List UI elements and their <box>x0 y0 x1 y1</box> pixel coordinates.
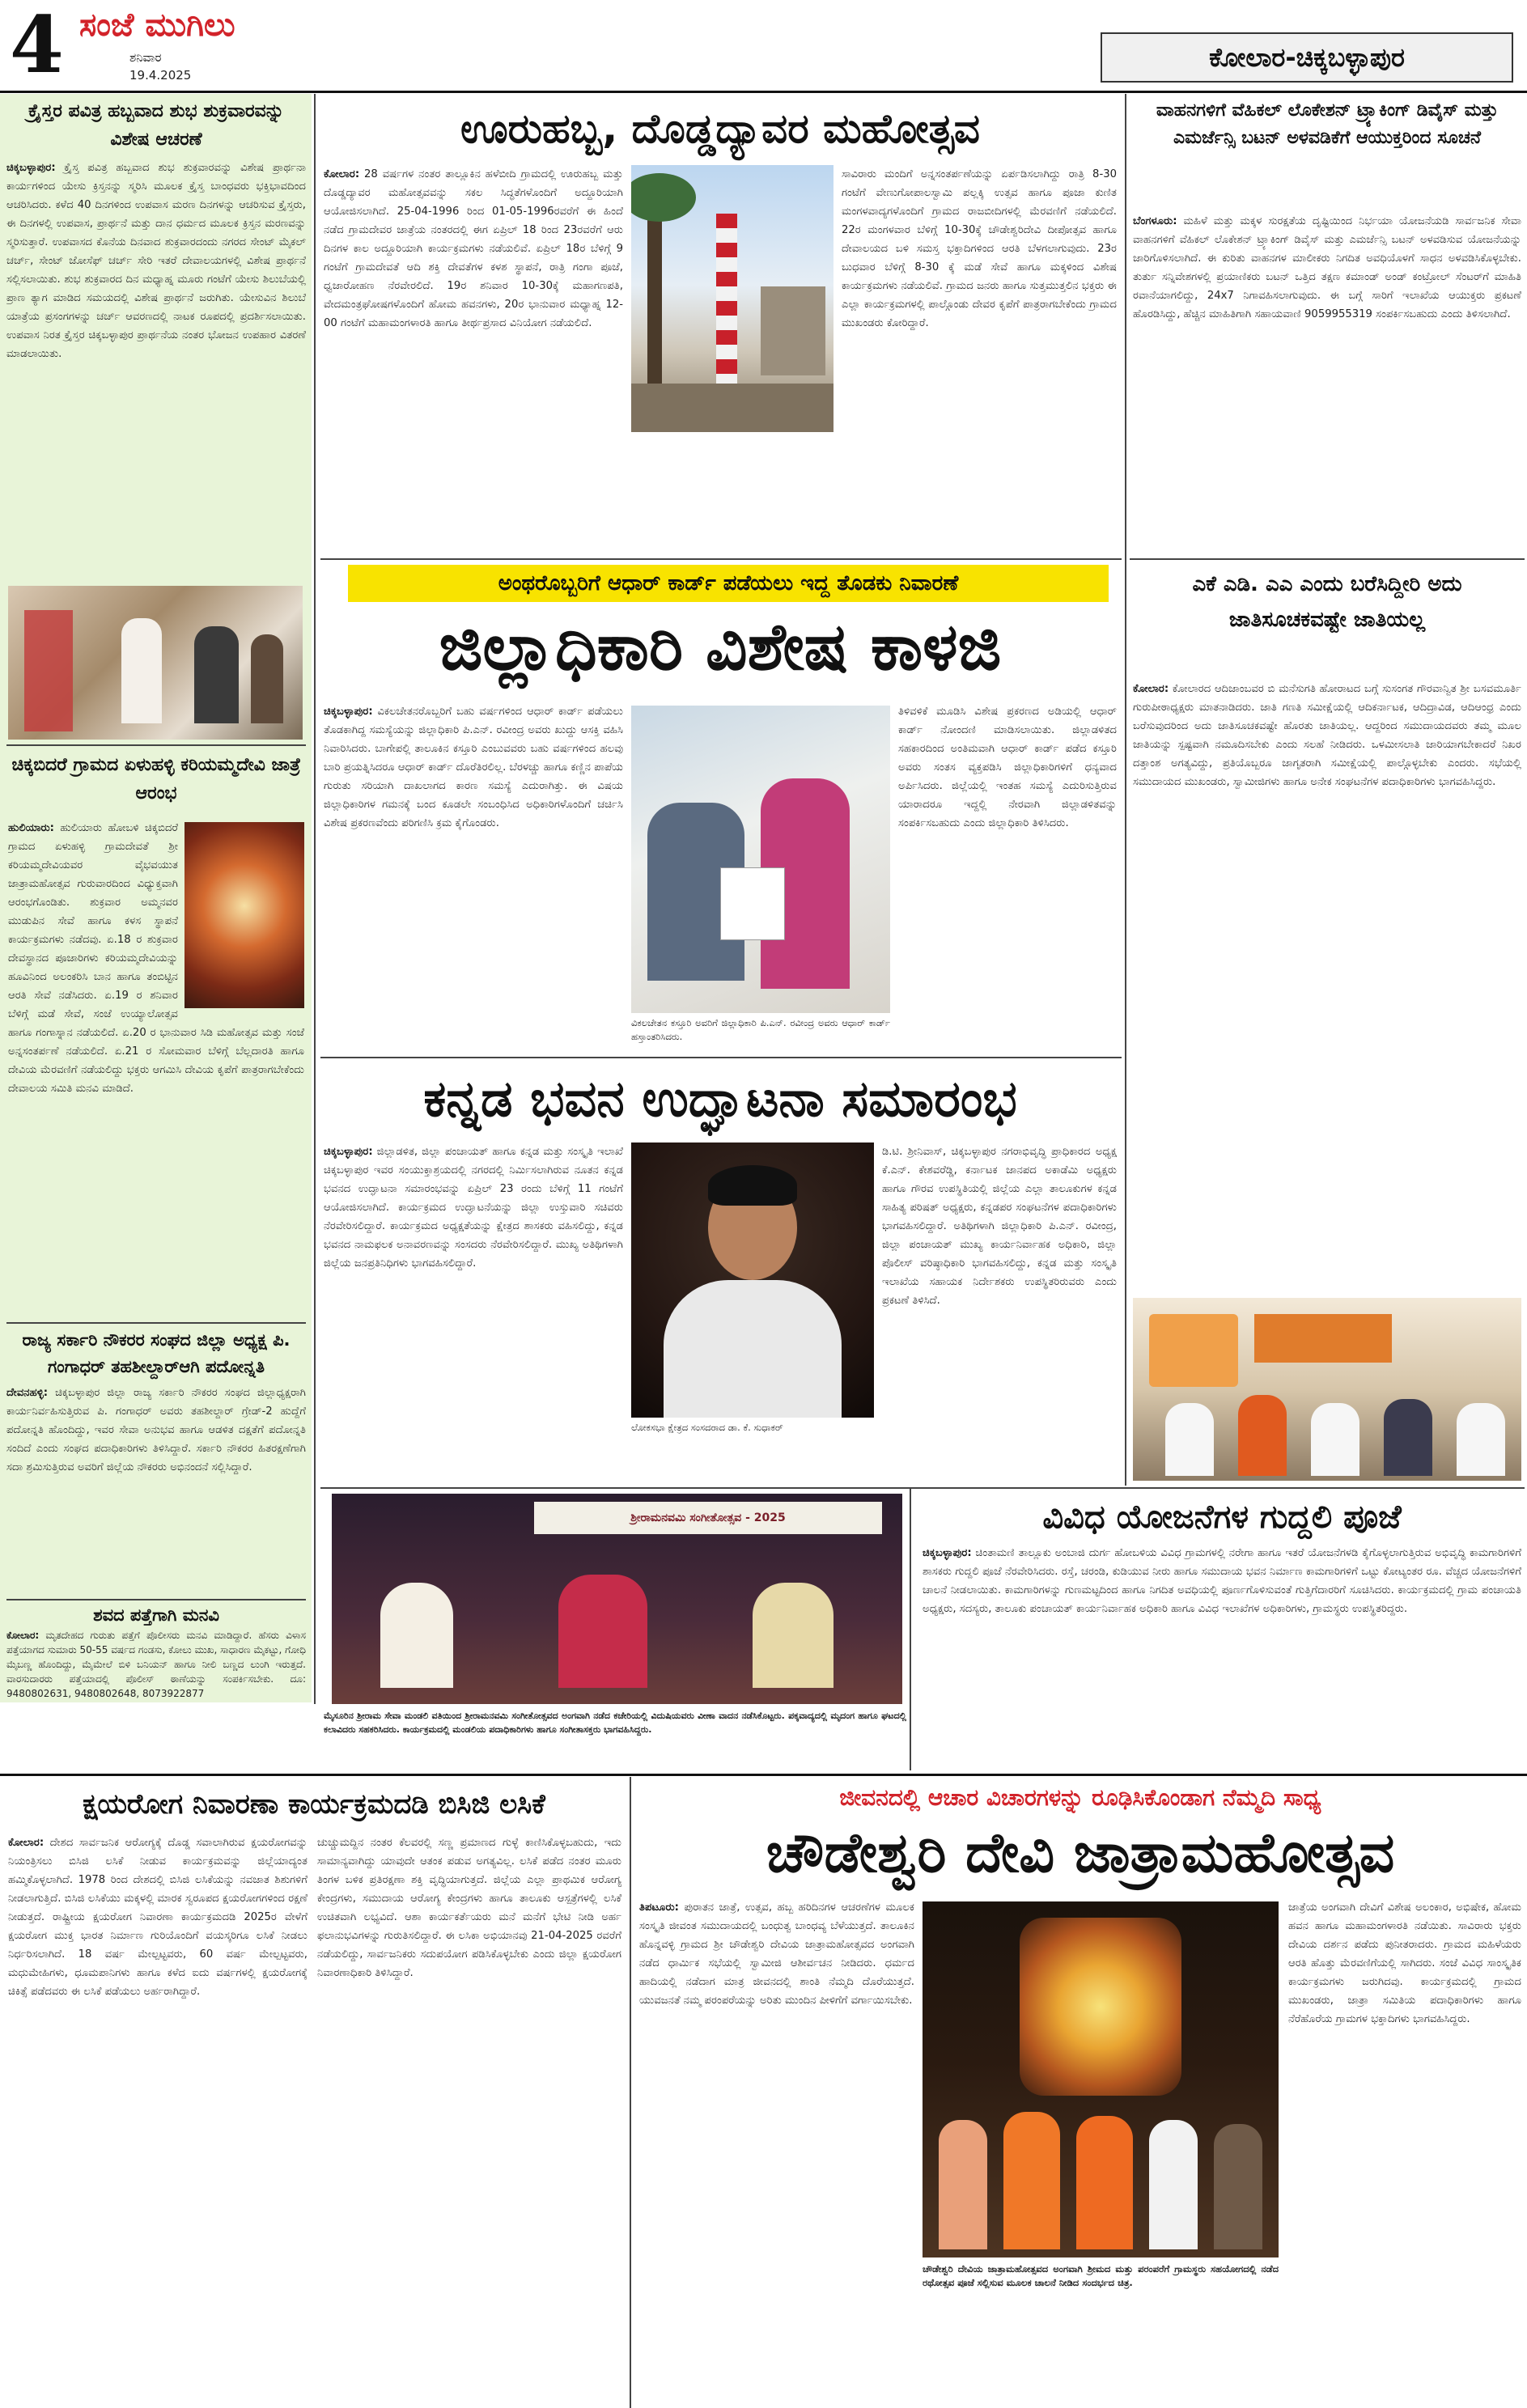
article-body <box>8 819 304 1319</box>
collector-caption: ವಿಕಲಚೇತನ ಕಸ್ತೂರಿ ಅವರಿಗೆ ಜಿಲ್ಲಾಧಿಕಾರಿ ಪಿ.ಎನ್. ರವೀಂದ್ರ ಅವರು ಆಧಾರ್ ಕಾರ್ಡ್ ಹಸ್ತಾಂತರಿಸಿದರು. <box>631 1017 890 1042</box>
paper-name: ಸಂಜೆ ಮುಗಿಲು <box>79 6 235 44</box>
dateline: ಬೆಂಗಳೂರು: <box>1133 215 1177 227</box>
article-body <box>6 1384 306 1537</box>
section-divider <box>0 1774 1527 1776</box>
masthead-rule <box>0 91 1527 93</box>
yojane-headline: ವಿವಿಧ ಯೋಜನೆಗಳ ಗುದ್ದಲಿ ಪೂಜೆ <box>1042 1499 1402 1536</box>
tb-headline: ಕ್ಷಯರೋಗ ನಿವಾರಣಾ ಕಾರ್ಯಕ್ರಮದಡಿ ಬಿಸಿಜಿ ಲಸಿಕೆ <box>83 1788 545 1821</box>
divider <box>6 1599 306 1600</box>
section-label: ಕೋಲಾರ-ಚಿಕ್ಕಬಳ್ಳಾಪುರ <box>1101 32 1513 83</box>
caste-headline: ಎಕೆ ಎಡಿ. ಎಎ ಎಂದು ಬರೆಸಿದ್ದೀರಿ ಅದು ಜಾತಿಸೂಚಕವಷ್ಟೇ ಜಾತಿಯಲ್ಲ <box>1192 572 1462 632</box>
concert-caption: ಮೈಸೂರಿನ ಶ್ರೀರಾಮ ಸೇವಾ ಮಂಡಲಿ ವತಿಯಿಂದ ಶ್ರೀರಾಮನವಮಿ ಸಂಗೀತೋತ್ಸವದ ಅಂಗವಾಗಿ ನಡೆದ ಕಚೇರಿಯಲ್ಲಿ ವಿದುಷಿಯವರು ವೀಣಾ ವಾದನ ನಡೆಸಿಕೊಟ್ಟರು. ಪಕ್ಕವಾದ್ಯದಲ್ಲಿ ಮೃದಂಗ ಹಾಗೂ ಘಟದಲ್ಲಿ ಕಲಾವಿದರು ಸಹಕರಿಸಿದರು. ಕಾರ್ಯಕ್ರಮದಲ್ಲಿ ಮಂಡಲಿಯ ಪದಾಧಿಕಾರಿಗಳು ಹಾಗೂ ಸಂಗೀತಾಸಕ್ತರು ಭಾಗವಹಿಸಿದ್ದರು. <box>324 1711 906 1735</box>
dateline: ತಿಪಟೂರು: <box>639 1901 679 1914</box>
sidebar-story-christian <box>6 97 306 583</box>
column-rule <box>630 1777 631 2408</box>
kannada-bhavana-headline: ಕನ್ನಡ ಭವನ ಉದ್ಘಾಟನಾ ಸಮಾರಂಭ <box>423 1069 1017 1128</box>
collector-col2 <box>898 702 1117 1050</box>
body-text: ಜಾತ್ರೆಯ ಅಂಗವಾಗಿ ದೇವಿಗೆ ವಿಶೇಷ ಅಲಂಕಾರ, ಅಭಿಷೇಕ, ಹೋಮ ಹವನ ಹಾಗೂ ಮಹಾಮಂಗಳಾರತಿ ನಡೆಯಿತು. ಸಾವಿರಾರು ಭಕ್ತರು ದೇವಿಯ ದರ್ಶನ ಪಡೆದು ಪುನೀತರಾದರು. ಗ್ರಾಮದ ಮಹಿಳೆಯರು ಆರತಿ ಹೊತ್ತು ಮೆರವಣಿಗೆಯಲ್ಲಿ ಸಾಗಿದರು. ಸಂಜೆ ವಿವಿಧ ಸಾಂಸ್ಕೃತಿಕ ಕಾರ್ಯಕ್ರಮಗಳು ಜರುಗಿದವು. ಕಾರ್ಯಕ್ರಮದಲ್ಲಿ ಗ್ರಾಮದ ಮುಖಂಡರು, ಜಾತ್ರಾ ಸಮಿತಿಯ ಪದಾಧಿಕಾರಿಗಳು ಹಾಗೂ ನೆರೆಹೊರೆಯ ಗ್ರಾಮಗಳ ಭಕ್ತಾದಿಗಳು ಭಾಗವಹಿಸಿದ್ದರು. <box>1288 1901 1521 2025</box>
concert-banner: ಶ್ರೀರಾಮನವಮಿ ಸಂಗೀತೋತ್ಸವ - 2025 <box>534 1502 882 1534</box>
body-text: ಕ್ರೈಸ್ತ ಪವಿತ್ರ ಹಬ್ಬವಾದ ಶುಭ ಶುಕ್ರವಾರವನ್ನು ವಿಶೇಷ ಪ್ರಾರ್ಥನಾ ಕಾರ್ಯಗಳಿಂದ ಯೇಸು ಕ್ರಿಸ್ತನನ್ನು ಸ್ಮರಿಸಿ ಮೂಲಕ ಕ್ರೈಸ್ತ ಬಾಂಧವರು ಭಕ್ತಿಭಾವದಿಂದ ಆಚರಿಸಿದರು. ಕಳೆದ 40 ದಿನಗಳಿಂದ ಉಪವಾಸ ಮರಣ ದಿನಗಳನ್ನು ಆಚರಿಸುವ ಕ್ರೈಸ್ತರು, ಈ ದಿನಗಳಲ್ಲಿ ಉಪವಾಸ, ಪ್ರಾರ್ಥನೆ ಮತ್ತು ದಾನ ಧರ್ಮದ ಮೂಲಕ ಕ್ರಿಸ್ತನ ಮರಣವನ್ನು ಸ್ಮರಿಸುತ್ತಾರೆ. ಉಪವಾಸದ ಕೊನೆಯ ದಿನವಾದ ಶುಕ್ರವಾರದಂದು ನಗರದ ಸೇಂಟ್ ಮೈಕಲ್ ಚರ್ಚ್, ಸೇಂಟ್ ಜೋಸೆಫ್ ಚರ್ಚ್ ಸೇರಿ ಇತರೆ ದೇವಾಲಯಗಳಲ್ಲಿ ವಿಶೇಷ ಪ್ರಾರ್ಥನೆ ಸಲ್ಲಿಸಲಾಯಿತು. ಶುಭ ಶುಕ್ರವಾರದ ದಿನ ಮಧ್ಯಾಹ್ನ ಮೂರು ಗಂಟೆಗೆ ಯೇಸು ಶಿಲುಬೆಯಲ್ಲಿ ಪ್ರಾಣ ತ್ಯಾಗ ಮಾಡಿದ ಸಮಯದಲ್ಲಿ ವಿಶೇಷ ಪ್ರಾರ್ಥನೆ ಜರುಗಿತು. ಯೇಸುವಿನ ಶಿಲುಬೆ ಯಾತ್ರೆಯ ಪ್ರಸಂಗಗಳನ್ನು ಚರ್ಚ್ ಆವರಣದಲ್ಲಿ ನಾಟಕ ರೂಪದಲ್ಲಿ ಪ್ರದರ್ಶಿಸಲಾಯಿತು. ಉಪವಾಸ ನಿರತ ಕ್ರೈಸ್ತರ ಚಿಕ್ಕಬಳ್ಳಾಪುರ ಪ್ರಾರ್ಥನೆಯ ನಂತರ ಭೋಜನ ಉಪಹಾರ ವಿತರಣೆ ಮಾಡಲಾಯಿತು. <box>6 162 306 360</box>
kannada-bhavana-col1 <box>324 1143 623 1482</box>
chowdeshwari-photo <box>923 1901 1279 2258</box>
dateline: ಚಿಕ್ಕಬಳ್ಳಾಪುರ: <box>923 1547 972 1559</box>
mp-portrait <box>631 1143 874 1418</box>
sidebar-story-deadbody <box>6 1604 306 1701</box>
yojane-body <box>923 1544 1521 1767</box>
body-text: 28 ವರ್ಷಗಳ ನಂತರ ತಾಲ್ಲೂಕಿನ ಹಳೆಬೀದಿ ಗ್ರಾಮದಲ್ಲಿ ಊರುಹಬ್ಬ ಮತ್ತು ದೊಡ್ಡದ್ಯಾವರ ಮಹೋತ್ಸವವನ್ನು ಸಕಲ ಸಿದ್ಧತೆಗಳೊಂದಿಗೆ ಅದ್ದೂರಿಯಾಗಿ ಆಯೋಜಿಸಲಾಗಿದೆ. 25-04-1996 ರಿಂದ 01-05-1996ರವರೆಗೆ ಈ ಹಿಂದೆ ನಡೆದ ಗ್ರಾಮದೇವರ ಜಾತ್ರೆಯ ನಂತರದಲ್ಲಿ ಈಗ ಏಪ್ರಿಲ್ 18 ರಿಂದ 23ರವರೆಗೆ ಆರು ದಿನಗಳ ಕಾಲ ಅದ್ದೂರಿಯಾಗಿ ಕಾರ್ಯಕ್ರಮಗಳು ನಡೆಯಲಿವೆ. ಏಪ್ರಿಲ್ 18ರ ಬೆಳಿಗ್ಗೆ 9 ಗಂಟೆಗೆ ಗ್ರಾಮದೇವತೆ ಆದಿ ಶಕ್ತಿ ದೇವತೆಗಳ ಕಳಶ ಸ್ಥಾಪನೆ, ರಾತ್ರಿ ಗಂಗಾ ಪೂಜೆ, ಧ್ವಜಾರೋಹಣ ನೆರವೇರಲಿದೆ. 19ರ ಶನಿವಾರ 10-30ಕ್ಕೆ ಮಹಾಗಣಪತಿ, ವೇದಮಂತ್ರಘೋಷಗಳೊಂದಿಗೆ ಹೋಮ ಹವನಗಳು, 20ರ ಭಾನುವಾರ ಮಧ್ಯಾಹ್ನ 12-00 ಗಂಟೆಗೆ ಮಹಾಮಂಗಳಾರತಿ ಹಾಗೂ ತೀರ್ಥಪ್ರಸಾದ ವಿನಿಯೋಗ ನಡೆಯಲಿದೆ. <box>324 168 623 329</box>
tb-col1 <box>8 1834 308 2400</box>
divider <box>320 558 1122 560</box>
body-text: ಸಾವಿರಾರು ಮಂದಿಗೆ ಅನ್ನಸಂತರ್ಪಣೆಯನ್ನು ಏರ್ಪಡಿಸಲಾಗಿದ್ದು ರಾತ್ರಿ 8-30 ಗಂಟೆಗೆ ವೇಣುಗೋಪಾಲಸ್ವಾಮಿ ಪಲ್ಲಕ್ಕಿ ಉತ್ಸವ ಹಾಗೂ ಪೂಜಾ ಕುಣಿತ ಮಂಗಳವಾದ್ಯಗಳೊಂದಿಗೆ ಗ್ರಾಮದ ರಾಜಬೀದಿಗಳಲ್ಲಿ ಮೆರವಣಿಗೆ ನಡೆಯಲಿದೆ. 22ರ ಮಂಗಳವಾರ ಬೆಳಿಗ್ಗೆ 10-30ಕ್ಕೆ ಚೌಡೇಶ್ವರಿದೇವಿ ದೀಪೋತ್ಸವ ಹಾಗೂ ದೇವಾಲಯದ ಬಳಿ ಸಮಸ್ತ ಭಕ್ತಾದಿಗಳಿಂದ ಆರತಿ ಬೆಳಗಲಾಗುವುದು. 23ರ ಬುಧವಾರ ಬೆಳಿಗ್ಗೆ 8-30 ಕ್ಕೆ ಮಡೆ ಸೇವೆ ಹಾಗೂ ಮಕ್ಕಳಿಂದ ವಿಶೇಷ ಕಾರ್ಯಕ್ರಮಗಳು ನಡೆಯಲಿವೆ. ಗ್ರಾಮದ ಜನರು ಹಾಗೂ ಸುತ್ತಮುತ್ತಲಿನ ಭಕ್ತರು ಈ ಎಲ್ಲಾ ಕಾರ್ಯಕ್ರಮಗಳಲ್ಲಿ ಪಾಲ್ಗೊಂಡು ದೇವರ ಕೃಪೆಗೆ ಪಾತ್ರರಾಗಬೇಕೆಂದು ಗ್ರಾಮದ ಮುಖಂಡರು ಕೋರಿದ್ದಾರೆ. <box>842 168 1117 329</box>
sidebar-story-gangadhar <box>6 1327 306 1594</box>
dateline: ಹುಲಿಯಾರು: <box>8 822 54 834</box>
column-rule <box>1125 94 1126 1486</box>
body-text: ಚುಚ್ಚುಮದ್ದಿನ ನಂತರ ಕೆಲವರಲ್ಲಿ ಸಣ್ಣ ಪ್ರಮಾಣದ ಗುಳ್ಳೆ ಕಾಣಿಸಿಕೊಳ್ಳಬಹುದು, ಇದು ಸಾಮಾನ್ಯವಾಗಿದ್ದು ಯಾವುದೇ ಆತಂಕ ಪಡುವ ಅಗತ್ಯವಿಲ್ಲ. ಲಸಿಕೆ ಪಡೆದ ನಂತರ ಮೂರು ತಿಂಗಳ ಬಳಿಕ ಪ್ರತಿರಕ್ಷಣಾ ಶಕ್ತಿ ವೃದ್ಧಿಯಾಗುತ್ತದೆ. ಜಿಲ್ಲೆಯ ಎಲ್ಲಾ ಪ್ರಾಥಮಿಕ ಆರೋಗ್ಯ ಕೇಂದ್ರಗಳು, ಸಮುದಾಯ ಆರೋಗ್ಯ ಕೇಂದ್ರಗಳು ಹಾಗೂ ತಾಲೂಕು ಆಸ್ಪತ್ರೆಗಳಲ್ಲಿ ಲಸಿಕೆ ಉಚಿತವಾಗಿ ಲಭ್ಯವಿದೆ. ಆಶಾ ಕಾರ್ಯಕರ್ತೆಯರು ಮನೆ ಮನೆಗೆ ಭೇಟಿ ನೀಡಿ ಅರ್ಹ ಫಲಾನುಭವಿಗಳನ್ನು ಗುರುತಿಸಲಿದ್ದಾರೆ. ಈ ಲಸಿಕಾ ಅಭಿಯಾನವು 21-04-2025 ರವರೆಗೆ ನಡೆಯಲಿದ್ದು, ಸಾರ್ವಜನಿಕರು ಸದುಪಯೋಗ ಪಡಿಸಿಕೊಳ್ಳಬೇಕು ಎಂದು ಜಿಲ್ಲಾ ಕ್ಷಯರೋಗ ನಿವಾರಣಾಧಿಕಾರಿ ತಿಳಿಸಿದ್ದಾರೆ. <box>317 1837 621 1979</box>
divider <box>6 744 306 746</box>
body-text: ಹುಲಿಯಾರು ಹೋಬಳಿ ಚಿಕ್ಕಬಿದರೆ ಗ್ರಾಮದ ಏಳುಹಳ್ಳಿ ಗ್ರಾಮದೇವತೆ ಶ್ರೀ ಕರಿಯಮ್ಮದೇವಿಯವರ ವೈಭವಯುತ ಜಾತ್ರಾಮಹೋತ್ಸವ ಗುರುವಾರದಿಂದ ವಿಧ್ಯುಕ್ತವಾಗಿ ಆರಂಭಗೊಂಡಿತು. ಶುಕ್ರವಾರ ಅಮ್ಮನವರ ಮುಡುಪಿನ ಸೇವೆ ಹಾಗೂ ಕಳಸ ಸ್ಥಾಪನೆ ಕಾರ್ಯಕ್ರಮಗಳು ನಡೆದವು. ಏ.18 ರ ಶುಕ್ರವಾರ ದೇವಸ್ಥಾನದ ಪೂಜಾರಿಗಳು ಕರಿಯಮ್ಮದೇವಿಯನ್ನು ಹೂವಿನಿಂದ ಅಲಂಕರಿಸಿ ಬಾನ ಹಾಗೂ ತಂಬಿಟ್ಟಿನ ಆರತಿ ಸೇವೆ ನಡೆಸಿದರು. ಏ.19 ರ ಶನಿವಾರ ಬೆಳಿಗ್ಗೆ ಮಡೆ ಸೇವೆ, ಸಂಜೆ ಉಯ್ಯಾಲೋತ್ಸವ ಹಾಗೂ ಗಂಗಾಸ್ನಾನ ನಡೆಯಲಿದೆ. ಏ.20 ರ ಭಾನುವಾರ ಸಿಡಿ ಮಹೋತ್ಸವ ಮತ್ತು ಸಂಜೆ ಅನ್ನಸಂತರ್ಪಣೆ ನಡೆಯಲಿದೆ. ಏ.21 ರ ಸೋಮವಾರ ಬೆಳಿಗ್ಗೆ ಬೆಲ್ಲದಾರತಿ ಹಾಗೂ ದೇವಿಯ ಮೆರವಣಿಗೆ ನಡೆಯಲಿದ್ದು ಭಕ್ತರು ಆಗಮಿಸಿ ದೇವಿಯ ಕೃಪೆಗೆ ಪಾತ್ರರಾಗಬೇಕೆಂದು ದೇವಾಲಯ ಸಮಿತಿ ಮನವಿ ಮಾಡಿದೆ. <box>8 822 304 1095</box>
article-body <box>6 1628 306 1701</box>
dateline: ದೇವನಹಳ್ಳಿ: <box>6 1387 49 1399</box>
collector-kicker: ಅಂಥರೊಬ್ಬರಿಗೆ ಆಧಾರ್ ಕಾರ್ಡ್ ಪಡೆಯಲು ಇದ್ದ ತೊಡಕು ನಿವಾರಣೆ <box>348 565 1109 602</box>
headline: ಶವದ ಪತ್ತೆಗಾಗಿ ಮನವಿ <box>93 1605 219 1625</box>
body-text: ಚಿಕ್ಕಬಳ್ಳಾಪುರ ಜಿಲ್ಲಾ ರಾಜ್ಯ ಸರ್ಕಾರಿ ನೌಕರರ ಸಂಘದ ಜಿಲ್ಲಾಧ್ಯಕ್ಷರಾಗಿ ಕಾರ್ಯನಿರ್ವಹಿಸುತ್ತಿರುವ ಪಿ. ಗಂಗಾಧರ್ ಅವರು ತಹಶೀಲ್ದಾರ್ ಗ್ರೇಡ್-2 ಹುದ್ದೆಗೆ ಪದೋನ್ನತಿ ಹೊಂದಿದ್ದು, ಇವರ ಸೇವಾ ಅನುಭವ ಹಾಗೂ ಆಡಳಿತ ದಕ್ಷತೆಗೆ ಪದೋನ್ನತಿ ಸಂದಿದೆ ಎಂದು ಸಂಘದ ಪದಾಧಿಕಾರಿಗಳು ತಿಳಿಸಿದ್ದಾರೆ. ಸರ್ಕಾರಿ ನೌಕರರ ಹಿತರಕ್ಷಣೆಗಾಗಿ ಸದಾ ಶ್ರಮಿಸುತ್ತಿರುವ ಅವರಿಗೆ ಜಿಲ್ಲೆಯ ನೌಕರರು ಅಭಿನಂದನೆ ಸಲ್ಲಿಸಿದ್ದಾರೆ. <box>6 1387 306 1473</box>
issue-date: 19.4.2025 <box>129 68 192 83</box>
chowdeshwari-headline: ಚೌಡೇಶ್ವರಿ ದೇವಿ ಜಾತ್ರಾಮಹೋತ್ಸವ <box>766 1821 1395 1885</box>
column-rule <box>910 1487 911 1770</box>
collector-photo <box>631 706 890 1013</box>
mp-caption: ಲೋಕಸಭಾ ಕ್ಷೇತ್ರದ ಸಂಸದರಾದ ಡಾ. ಕೆ. ಸುಧಾಕರ್ <box>631 1422 783 1433</box>
vehicle-headline: ವಾಹನಗಳಿಗೆ ವೆಹಿಕಲ್ ಲೊಕೇಶನ್ ಟ್ರ್ಯಾಕಿಂಗ್ ಡಿವೈಸ್ ಮತ್ತು ಎಮರ್ಜೆನ್ಸಿ ಬಟನ್ ಅಳವಡಿಕೆಗೆ ಆಯುಕ್ತರಿಂದ ಸೂಚನೆ <box>1156 100 1499 148</box>
divider <box>1130 558 1525 560</box>
dateline: ಚಿಕ್ಕಬಳ್ಳಾಪುರ: <box>324 1146 373 1158</box>
headline: ಚಿಕ್ಕಬಿದರೆ ಗ್ರಾಮದ ಏಳುಹಳ್ಳಿ ಕರಿಯಮ್ಮದೇವಿ ಜಾತ್ರೆ ಆರಂಭ <box>11 755 301 803</box>
body-text: ವಿಕಲಚೇತನರೊಬ್ಬರಿಗೆ ಬಹು ವರ್ಷಗಳಿಂದ ಆಧಾರ್ ಕಾರ್ಡ್ ಪಡೆಯಲು ತೊಡಕಾಗಿದ್ದ ಸಮಸ್ಯೆಯನ್ನು ಜಿಲ್ಲಾಧಿಕಾರಿ ಪಿ.ಎನ್. ರವೀಂದ್ರ ಅವರು ಖುದ್ದು ಆಸಕ್ತಿ ವಹಿಸಿ ನಿವಾರಿಸಿದರು. ಬಾಗೇಪಲ್ಲಿ ತಾಲೂಕಿನ ಕಸ್ತೂರಿ ಎಂಬುವವರು ಬಹು ವರ್ಷಗಳಿಂದ ಹಲವು ಬಾರಿ ಪ್ರಯತ್ನಿಸಿದರೂ ಆಧಾರ್ ಕಾರ್ಡ್ ದೊರೆತಿರಲಿಲ್ಲ. ಬೆರಳಚ್ಚು ಹಾಗೂ ಕಣ್ಣಿನ ಪಾಪೆಯ ಗುರುತು ಸರಿಯಾಗಿ ದಾಖಲಾಗದ ಕಾರಣ ಸಮಸ್ಯೆ ಎದುರಾಗಿತ್ತು. ಈ ವಿಷಯ ಜಿಲ್ಲಾಧಿಕಾರಿಗಳ ಗಮನಕ್ಕೆ ಬಂದ ಕೂಡಲೇ ಸಂಬಂಧಿಸಿದ ಅಧಿಕಾರಿಗಳೊಂದಿಗೆ ಚರ್ಚಿಸಿ ವಿಶೇಷ ಪ್ರಕರಣವೆಂದು ಪರಿಗಣಿಸಿ ಕ್ರಮ ಕೈಗೊಂಡರು. <box>324 706 623 829</box>
collector-headline: ಜಿಲ್ಲಾಧಿಕಾರಿ ವಿಶೇಷ ಕಾಳಜಿ <box>439 609 1002 685</box>
body-text: ಮಹಿಳೆ ಮತ್ತು ಮಕ್ಕಳ ಸುರಕ್ಷತೆಯ ದೃಷ್ಟಿಯಿಂದ ನಿರ್ಭಯಾ ಯೋಜನೆಯಡಿ ಸಾರ್ವಜನಿಕ ಸೇವಾ ವಾಹನಗಳಿಗೆ ವೆಹಿಕಲ್ ಲೊಕೇಶನ್ ಟ್ರ್ಯಾಕಿಂಗ್ ಡಿವೈಸ್ ಮತ್ತು ಎಮರ್ಜೆನ್ಸಿ ಬಟನ್ ಅಳವಡಿಸುವ ಯೋಜನೆಯನ್ನು ಜಾರಿಗೊಳಿಸಲಾಗಿದೆ. ಈ ಕುರಿತು ವಾಹನಗಳ ಮಾಲೀಕರು ನಿಗದಿತ ಅವಧಿಯೊಳಗೆ ಸಾಧನ ಅಳವಡಿಸಿಕೊಳ್ಳಬೇಕು. ತುರ್ತು ಸನ್ನಿವೇಶಗಳಲ್ಲಿ ಪ್ರಯಾಣಿಕರು ಬಟನ್ ಒತ್ತಿದ ತಕ್ಷಣ ಕಮಾಂಡ್ ಅಂಡ್ ಕಂಟ್ರೋಲ್ ಸೆಂಟರ್‌ಗೆ ಮಾಹಿತಿ ರವಾನೆಯಾಗಲಿದ್ದು, 24x7 ನಿಗಾವಹಿಸಲಾಗುವುದು. ಈ ಬಗ್ಗೆ ಸಾರಿಗೆ ಇಲಾಖೆಯ ಆಯುಕ್ತರು ಪ್ರಕಟಣೆ ಹೊರಡಿಸಿದ್ದು, ಹೆಚ್ಚಿನ ಮಾಹಿತಿಗಾಗಿ ಸಹಾಯವಾಣಿ 9059955319 ಸಂಪರ್ಕಿಸಬಹುದು ಎಂದು ತಿಳಿಸಲಾಗಿದೆ. <box>1133 215 1521 320</box>
body-text: ಚಿಂತಾಮಣಿ ತಾಲ್ಲೂಕು ಅಂಬಾಜಿ ದುರ್ಗ ಹೋಬಳಿಯ ವಿವಿಧ ಗ್ರಾಮಗಳಲ್ಲಿ ನರೇಗಾ ಹಾಗೂ ಇತರೆ ಯೋಜನೆಗಳಡಿ ಕೈಗೊಳ್ಳಲಾಗುತ್ತಿರುವ ಅಭಿವೃದ್ಧಿ ಕಾಮಗಾರಿಗಳಿಗೆ ಶಾಸಕರು ಗುದ್ದಲಿ ಪೂಜೆ ನೆರವೇರಿಸಿದರು. ರಸ್ತೆ, ಚರಂಡಿ, ಕುಡಿಯುವ ನೀರು ಹಾಗೂ ಸಮುದಾಯ ಭವನ ನಿರ್ಮಾಣ ಕಾಮಗಾರಿಗಳಿಗೆ ಒಟ್ಟು ಕೋಟ್ಯಂತರ ರೂ. ವೆಚ್ಚದ ಯೋಜನೆಗಳಿಗೆ ಚಾಲನೆ ನೀಡಲಾಯಿತು. ಕಾಮಗಾರಿಗಳನ್ನು ಗುಣಮಟ್ಟದಿಂದ ಹಾಗೂ ನಿಗದಿತ ಅವಧಿಯಲ್ಲಿ ಪೂರ್ಣಗೊಳಿಸುವಂತೆ ಗುತ್ತಿಗೆದಾರರಿಗೆ ಸೂಚಿಸಿದರು. ಕಾರ್ಯಕ್ರಮದಲ್ಲಿ ಗ್ರಾಮ ಪಂಚಾಯತಿ ಅಧ್ಯಕ್ಷರು, ಸದಸ್ಯರು, ತಾಲೂಕು ಪಂಚಾಯತ್ ಕಾರ್ಯನಿರ್ವಾಹಕ ಅಧಿಕಾರಿ ಹಾಗೂ ವಿವಿಧ ಇಲಾಖೆಗಳ ಅಧಿಕಾರಿಗಳು, ಗ್ರಾಮಸ್ಥರು ಉಪಸ್ಥಿತರಿದ್ದರು. <box>923 1547 1521 1615</box>
temple-photo <box>631 165 833 432</box>
masthead <box>0 0 1527 91</box>
festival-headline: ಊರುಹಬ್ಬ, ದೊಡ್ಡದ್ಯಾವರ ಮಹೋತ್ಸವ <box>460 105 981 152</box>
kannada-bhavana-col2 <box>882 1143 1117 1482</box>
page-number: 4 <box>10 0 64 91</box>
column-rule <box>314 94 316 1704</box>
body-text: ಪುರಾತನ ಜಾತ್ರೆ, ಉತ್ಸವ, ಹಬ್ಬ ಹರಿದಿನಗಳ ಆಚರಣೆಗಳ ಮೂಲಕ ಸಂಸ್ಕೃತಿ ಜೀವಂತ ಸಮುದಾಯದಲ್ಲಿ ಬಂಧುತ್ವ ಬಾಂಧವ್ಯ ಬೆಳೆಯುತ್ತದೆ. ತಾಲೂಕಿನ ಹೊನ್ನವಳ್ಳಿ ಗ್ರಾಮದ ಶ್ರೀ ಚೌಡೇಶ್ವರಿ ದೇವಿಯ ಜಾತ್ರಾಮಹೋತ್ಸವದ ಅಂಗವಾಗಿ ನಡೆದ ಧಾರ್ಮಿಕ ಸಭೆಯಲ್ಲಿ ಸ್ವಾಮೀಜಿ ಆಶೀರ್ವಚನ ನೀಡಿದರು. ಧರ್ಮದ ಹಾದಿಯಲ್ಲಿ ನಡೆದಾಗ ಮಾತ್ರ ಜೀವನದಲ್ಲಿ ಶಾಂತಿ ನೆಮ್ಮದಿ ದೊರೆಯುತ್ತದೆ. ಯುವಜನತೆ ನಮ್ಮ ಪರಂಪರೆಯನ್ನು ಅರಿತು ಮುಂದಿನ ಪೀಳಿಗೆಗೆ ವರ್ಗಾಯಿಸಬೇಕು. <box>639 1901 914 2007</box>
body-text: ದೇಶದ ಸಾರ್ವಜನಿಕ ಆರೋಗ್ಯಕ್ಕೆ ದೊಡ್ಡ ಸವಾಲಾಗಿರುವ ಕ್ಷಯರೋಗವನ್ನು ನಿಯಂತ್ರಿಸಲು ಬಿಸಿಜಿ ಲಸಿಕೆ ನೀಡುವ ಕಾರ್ಯಕ್ರಮವನ್ನು ಜಿಲ್ಲೆಯಾದ್ಯಂತ ಹಮ್ಮಿಕೊಳ್ಳಲಾಗಿದೆ. 1978 ರಿಂದ ದೇಶದಲ್ಲಿ ಬಿಸಿಜಿ ಲಸಿಕೆಯನ್ನು ನವಜಾತ ಶಿಶುಗಳಿಗೆ ನೀಡಲಾಗುತ್ತಿದೆ. ಬಿಸಿಜಿ ಲಸಿಕೆಯು ಮಕ್ಕಳಲ್ಲಿ ಮಾರಕ ಸ್ವರೂಪದ ಕ್ಷಯರೋಗಗಳಿಂದ ರಕ್ಷಣೆ ನೀಡುತ್ತದೆ. ರಾಷ್ಟ್ರೀಯ ಕ್ಷಯರೋಗ ನಿವಾರಣಾ ಕಾರ್ಯಕ್ರಮದಡಿ 2025ರ ವೇಳೆಗೆ ಕ್ಷಯರೋಗ ಮುಕ್ತ ಭಾರತ ನಿರ್ಮಾಣ ಗುರಿಯೊಂದಿಗೆ ವಯಸ್ಕರಿಗೂ ಲಸಿಕೆ ನೀಡಲು ನಿರ್ಧರಿಸಲಾಗಿದೆ. 18 ವರ್ಷ ಮೇಲ್ಪಟ್ಟವರು, 60 ವರ್ಷ ಮೇಲ್ಪಟ್ಟವರು, ಮಧುಮೇಹಿಗಳು, ಧೂಮಪಾನಿಗಳು ಹಾಗೂ ಕಳೆದ ಐದು ವರ್ಷಗಳಲ್ಲಿ ಕ್ಷಯರೋಗಕ್ಕೆ ಚಿಕಿತ್ಸೆ ಪಡೆದವರು ಈ ಲಸಿಕೆ ಪಡೆಯಲು ಅರ್ಹರಾಗಿದ್ದಾರೆ. <box>8 1837 308 1998</box>
body-text: ಡಿ.ಟಿ. ಶ್ರೀನಿವಾಸ್, ಚಿಕ್ಕಬಳ್ಳಾಪುರ ನಗರಾಭಿವೃದ್ಧಿ ಪ್ರಾಧಿಕಾರದ ಅಧ್ಯಕ್ಷ ಕೆ.ಎನ್. ಕೇಶವರೆಡ್ಡಿ, ಕರ್ನಾಟಕ ಜಾನಪದ ಅಕಾಡೆಮಿ ಅಧ್ಯಕ್ಷರು ಹಾಗೂ ಗೌರವ ಉಪಸ್ಥಿತಿಯಲ್ಲಿ ಜಿಲ್ಲೆಯ ಎಲ್ಲಾ ತಾಲೂಕುಗಳ ಕನ್ನಡ ಸಾಹಿತ್ಯ ಪರಿಷತ್ ಅಧ್ಯಕ್ಷರು, ಕನ್ನಡಪರ ಸಂಘಟನೆಗಳ ಪದಾಧಿಕಾರಿಗಳು ಭಾಗವಹಿಸಲಿದ್ದಾರೆ. ಅತಿಥಿಗಳಾಗಿ ಜಿಲ್ಲಾಧಿಕಾರಿ ಪಿ.ಎನ್. ರವೀಂದ್ರ, ಜಿಲ್ಲಾ ಪಂಚಾಯತ್ ಮುಖ್ಯ ಕಾರ್ಯನಿರ್ವಾಹಕ ಅಧಿಕಾರಿ, ಜಿಲ್ಲಾ ಪೊಲೀಸ್ ವರಿಷ್ಠಾಧಿಕಾರಿ ಭಾಗವಹಿಸಲಿದ್ದು, ಕನ್ನಡ ಮತ್ತು ಸಂಸ್ಕೃತಿ ಇಲಾಖೆಯ ಸಹಾಯಕ ನಿರ್ದೇಶಕರು ಉಪಸ್ಥಿತರಿರುವರು ಎಂದು ಪ್ರಕಟಣೆ ತಿಳಿಸಿದೆ. <box>882 1146 1117 1307</box>
concert-photo <box>332 1494 902 1704</box>
caste-body <box>1133 680 1521 1295</box>
body-text: ಜಿಲ್ಲಾಡಳಿತ, ಜಿಲ್ಲಾ ಪಂಚಾಯತ್ ಹಾಗೂ ಕನ್ನಡ ಮತ್ತು ಸಂಸ್ಕೃತಿ ಇಲಾಖೆ ಚಿಕ್ಕಬಳ್ಳಾಪುರ ಇವರ ಸಂಯುಕ್ತಾಶ್ರಯದಲ್ಲಿ ನಗರದಲ್ಲಿ ನಿರ್ಮಿಸಲಾಗಿರುವ ನೂತನ ಕನ್ನಡ ಭವನದ ಉದ್ಘಾಟನಾ ಸಮಾರಂಭವನ್ನು ಏಪ್ರಿಲ್ 23 ರಂದು ಬೆಳಿಗ್ಗೆ 11 ಗಂಟೆಗೆ ಆಯೋಜಿಸಲಾಗಿದೆ. ಕಾರ್ಯಕ್ರಮದ ಉದ್ಘಾಟನೆಯನ್ನು ಜಿಲ್ಲಾ ಉಸ್ತುವಾರಿ ಸಚಿವರು ನೆರವೇರಿಸಲಿದ್ದಾರೆ. ಕಾರ್ಯಕ್ರಮದ ಅಧ್ಯಕ್ಷತೆಯನ್ನು ಕ್ಷೇತ್ರದ ಶಾಸಕರು ವಹಿಸಲಿದ್ದು, ಕನ್ನಡ ಭವನದ ನಾಮಫಲಕ ಅನಾವರಣವನ್ನು ಸಂಸದರು ನೆರವೇರಿಸಲಿದ್ದಾರೆ. ಮುಖ್ಯ ಅತಿಥಿಗಳಾಗಿ ಜಿಲ್ಲೆಯ ಜನಪ್ರತಿನಿಧಿಗಳು ಭಾಗವಹಿಸಲಿದ್ದಾರೆ. <box>324 1146 623 1270</box>
chowdeshwari-kicker: ಜೀವನದಲ್ಲಿ ಆಚಾರ ವಿಚಾರಗಳನ್ನು ರೂಢಿಸಿಕೊಂಡಾಗ ನೆಮ್ಮದಿ ಸಾಧ್ಯ <box>839 1784 1321 1811</box>
issue-day: ಶನಿವಾರ <box>129 50 162 65</box>
headline: ಕ್ರೈಸ್ತರ ಪವಿತ್ರ ಹಬ್ಬವಾದ ಶುಭ ಶುಕ್ರವಾರವನ್ನು ವಿಶೇಷ ಆಚರಣೆ <box>28 101 284 150</box>
divider <box>914 1487 1525 1489</box>
collector-col1 <box>324 702 623 1050</box>
divider <box>320 1057 1122 1058</box>
caste-meeting-photo <box>1133 1298 1521 1481</box>
dateline: ಚಿಕ್ಕಬಳ್ಳಾಪುರ: <box>324 706 373 718</box>
article-body <box>6 159 306 547</box>
goddess-photo <box>185 822 304 1008</box>
body-text: ತಿಳಿವಳಿಕೆ ಮೂಡಿಸಿ ವಿಶೇಷ ಪ್ರಕರಣದ ಅಡಿಯಲ್ಲಿ ಆಧಾರ್ ಕಾರ್ಡ್ ನೋಂದಣಿ ಮಾಡಿಸಲಾಯಿತು. ಜಿಲ್ಲಾಡಳಿತದ ಸಹಕಾರದಿಂದ ಅಂತಿಮವಾಗಿ ಆಧಾರ್ ಕಾರ್ಡ್ ಪಡೆದ ಕಸ್ತೂರಿ ಅವರು ಸಂತಸ ವ್ಯಕ್ತಪಡಿಸಿ ಜಿಲ್ಲಾಧಿಕಾರಿಗಳಿಗೆ ಧನ್ಯವಾದ ಅರ್ಪಿಸಿದರು. ಜಿಲ್ಲೆಯಲ್ಲಿ ಇಂತಹ ಸಮಸ್ಯೆ ಎದುರಿಸುತ್ತಿರುವ ಯಾರಾದರೂ ಇದ್ದಲ್ಲಿ ನೇರವಾಗಿ ಜಿಲ್ಲಾಡಳಿತವನ್ನು ಸಂಪರ್ಕಿಸಬಹುದು ಎಂದು ಜಿಲ್ಲಾಧಿಕಾರಿ ತಿಳಿಸಿದರು. <box>898 706 1117 829</box>
dateline: ಚಿಕ್ಕಬಳ್ಳಾಪುರ: <box>6 162 56 174</box>
dateline: ಕೋಲಾರ: <box>8 1837 45 1849</box>
body-text: ಕೋಲಾರದ ಆದಿಜಾಂಬವರ ಬಿ ಮನೆಸುಗತಿ ಹೋರಾಟದ ಬಗ್ಗೆ ಸುಸಂಗತ ಗೌರವಾನ್ವಿತ ಶ್ರೀ ಬಸವಮೂರ್ತಿ ಗುರುಪೀಠಾಧ್ಯಕ್ಷರು ಮಾತನಾಡಿದರು. ಜಾತಿ ಗಣತಿ ಸಮೀಕ್ಷೆಯಲ್ಲಿ ಆದಿಕರ್ನಾಟಕ, ಆದಿದ್ರಾವಿಡ, ಆದಿಆಂಧ್ರ ಎಂದು ಬರೆಸುವುದರಿಂದ ಅದು ಜಾತಿಸೂಚಕವಷ್ಟೇ ಹೊರತು ಜಾತಿಯಲ್ಲ. ಆದ್ದರಿಂದ ಸಮುದಾಯದವರು ತಮ್ಮ ಮೂಲ ಜಾತಿಯನ್ನು ಸ್ಪಷ್ಟವಾಗಿ ನಮೂದಿಸಬೇಕು ಎಂದು ಸಲಹೆ ನೀಡಿದರು. ಒಳಮೀಸಲಾತಿ ಜಾರಿಯಾಗಬೇಕಾದರೆ ನಿಖರ ದತ್ತಾಂಶ ಅಗತ್ಯವಿದ್ದು, ಪ್ರತಿಯೊಬ್ಬರೂ ಜಾಗೃತರಾಗಿ ಸಮೀಕ್ಷೆಯಲ್ಲಿ ಪಾಲ್ಗೊಳ್ಳಬೇಕು ಎಂದರು. ಸಭೆಯಲ್ಲಿ ಸಮುದಾಯದ ಮುಖಂಡರು, ಸ್ವಾಮೀಜಿಗಳು ಹಾಗೂ ಅನೇಕ ಸಂಘಟನೆಗಳ ಪದಾಧಿಕಾರಿಗಳು ಭಾಗವಹಿಸಿದ್ದರು. <box>1133 683 1521 788</box>
dateline: ಕೋಲಾರ: <box>1133 683 1169 695</box>
tb-col2 <box>317 1834 621 2400</box>
chowdeshwari-col1 <box>639 1898 914 2400</box>
dateline: ಕೋಲಾರ: <box>6 1630 40 1641</box>
dateline: ಕೋಲಾರ: <box>324 168 360 180</box>
church-photo <box>8 586 303 740</box>
chowdeshwari-col2 <box>1288 1898 1521 2400</box>
chowdeshwari-caption: ಚೌಡೇಶ್ವರಿ ದೇವಿಯ ಜಾತ್ರಾಮಹೋತ್ಸವದ ಅಂಗವಾಗಿ ಶ್ರೀಮದ ಮತ್ತು ಪರಂಪರೆಗೆ ಗ್ರಾಮಸ್ಥರು ಸಹಯೋಗದಲ್ಲಿ ನಡೆದ ರಥೋತ್ಸವ ಪೂಜೆ ಸಲ್ಲಿಸುವ ಮೂಲಕ ಚಾಲನೆ ನೀಡಿದ ಸಂದರ್ಭದ ಚಿತ್ರ. <box>923 2263 1279 2288</box>
body-text: ಮೃತದೇಹದ ಗುರುತು ಪತ್ತೆಗೆ ಪೊಲೀಸರು ಮನವಿ ಮಾಡಿದ್ದಾರೆ. ಹೆಸರು ವಿಳಾಸ ಪತ್ತೆಯಾಗದ ಸುಮಾರು 50-55 ವರ್ಷದ ಗಂಡಸು, ಕೋಲು ಮುಖ, ಸಾಧಾರಣ ಮೈಕಟ್ಟು, ಗೋಧಿ ಮೈಬಣ್ಣ ಹೊಂದಿದ್ದು, ಮೈಮೇಲೆ ಬಿಳಿ ಬನಿಯನ್ ಹಾಗೂ ನೀಲಿ ಬಣ್ಣದ ಲುಂಗಿ ಇರುತ್ತದೆ. ವಾರಸುದಾರರು ಪತ್ತೆಯಾದಲ್ಲಿ ಪೊಲೀಸ್ ಠಾಣೆಯನ್ನು ಸಂಪರ್ಕಿಸಬೇಕು. ದೂ: 9480802631, 9480802648, 8073922877 <box>6 1630 306 1699</box>
divider <box>6 1322 306 1324</box>
vehicle-body <box>1133 212 1521 552</box>
headline: ರಾಜ್ಯ ಸರ್ಕಾರಿ ನೌಕರರ ಸಂಘದ ಜಿಲ್ಲಾ ಅಧ್ಯಕ್ಷ ಪಿ. ಗಂಗಾಧರ್ ತಹಶೀಲ್ದಾರ್‌ಆಗಿ ಪದೋನ್ನತಿ <box>22 1330 291 1376</box>
